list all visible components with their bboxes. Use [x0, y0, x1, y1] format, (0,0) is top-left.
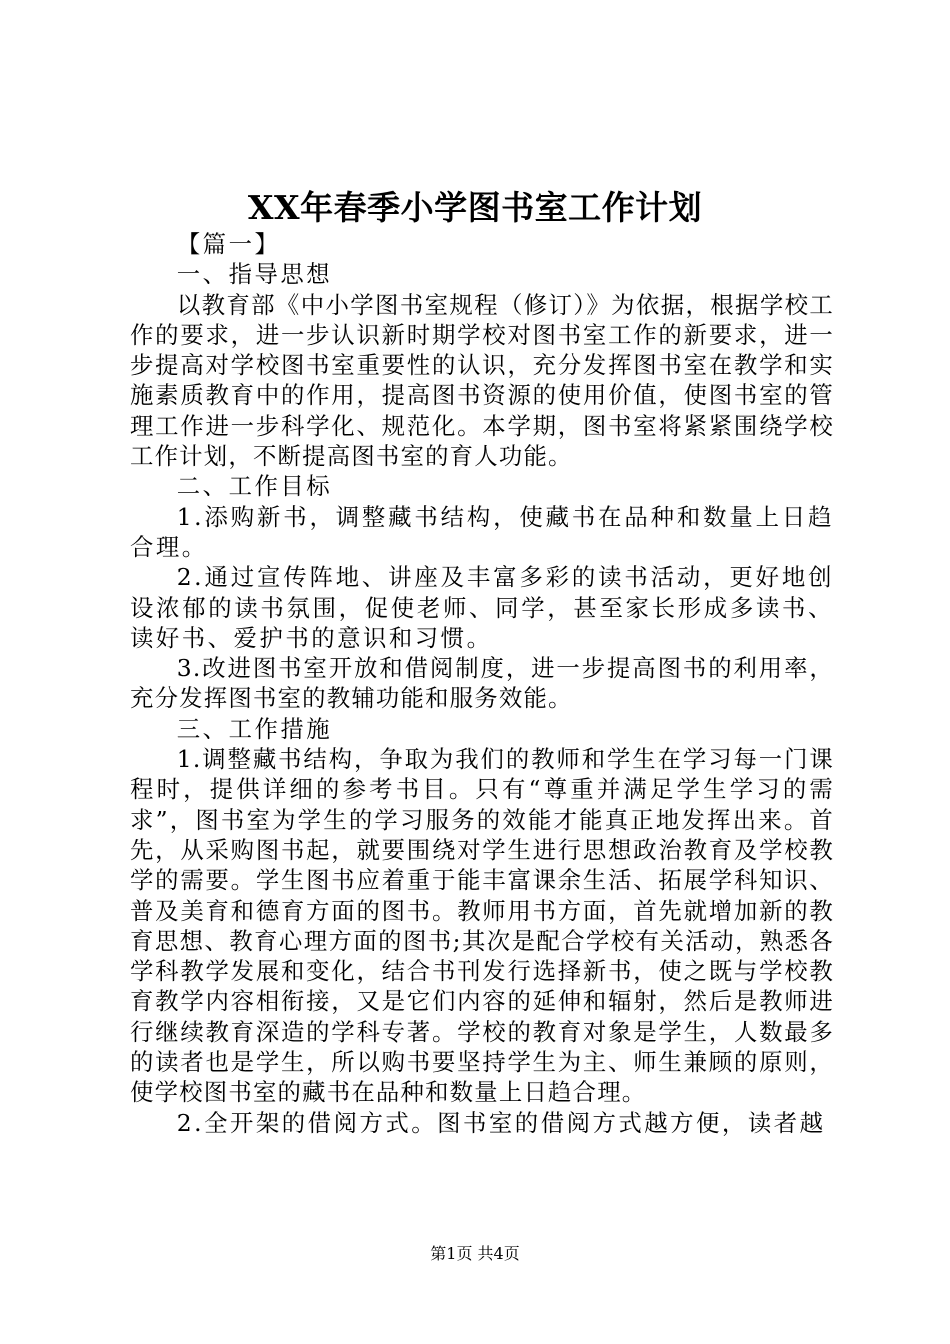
section-heading-work-goals: 二、工作目标 — [176, 472, 333, 501]
paragraph-goal-2: 2.通过宣传阵地、讲座及丰富多彩的读书活动，更好地创设浓郁的读书氛围，促使老师、同学，甚至家长形成多读书、读好书、爱护书的意识和习惯。 — [130, 563, 834, 652]
document-title: XX年春季小学图书室工作计划 — [247, 188, 703, 227]
paragraph-goal-1: 1.添购新书，调整藏书结构，使藏书在品种和数量上日趋合理。 — [130, 502, 834, 561]
page-footer: 第1页 共4页 — [430, 1244, 520, 1263]
section-heading-guiding-ideology: 一、指导思想 — [176, 260, 333, 289]
section-marker: 【篇一】 — [176, 230, 281, 258]
paragraph-goal-3: 3.改进图书室开放和借阅制度，进一步提高图书的利用率，充分发挥图书室的教辅功能和服务效能。 — [130, 654, 834, 713]
section-heading-work-measures: 三、工作措施 — [176, 714, 333, 743]
paragraph-guiding-ideology: 以教育部《中小学图书室规程（修订）》为依据，根据学校工作的要求，进一步认识新时期学校对图书室工作的新要求，进一步提高对学校图书室重要性的认识，充分发挥图书室在教学和实施素质教育中的作用，提高图书资源的使用价值，使图书室的管理工作进一步科学化、规范化。本学期，图书室将紧紧围绕学校工作计划，不断提高图书室的育人功能。 — [130, 290, 834, 471]
document-body — [130, 229, 834, 1138]
paragraph-measure-1: 1.调整藏书结构，争取为我们的教师和学生在学习每一门课程时，提供详细的参考书目。只有“尊重并满足学生学习的需求”，图书室为学生的学习服务的效能才能真正地发挥出来。首先，从采购图书起，就要围绕对学生进行思想政治教育及学校教学的需要。学生图书应着重于能丰富课余生活、拓展学科知识、普及美育和德育方面的图书。教师用书方面，首先就增加新的教育思想、教育心理方面的图书;其次是配合学校有关活动，熟悉各学科教学发展和变化，结合书刊发行选择新书，使之既与学校教育教学内容相衔接，又是它们内容的延伸和辐射，然后是教师进行继续教育深造的学科专著。学校的教育对象是学生，人数最多的读者也是学生，所以购书要坚持学生为主、师生兼顾的原则，使学校图书室的藏书在品种和数量上日趋合理。 — [130, 745, 834, 1107]
paragraph-measure-2: 2.全开架的借阅方式。图书室的借阅方式越方便，读者越 — [176, 1108, 826, 1137]
